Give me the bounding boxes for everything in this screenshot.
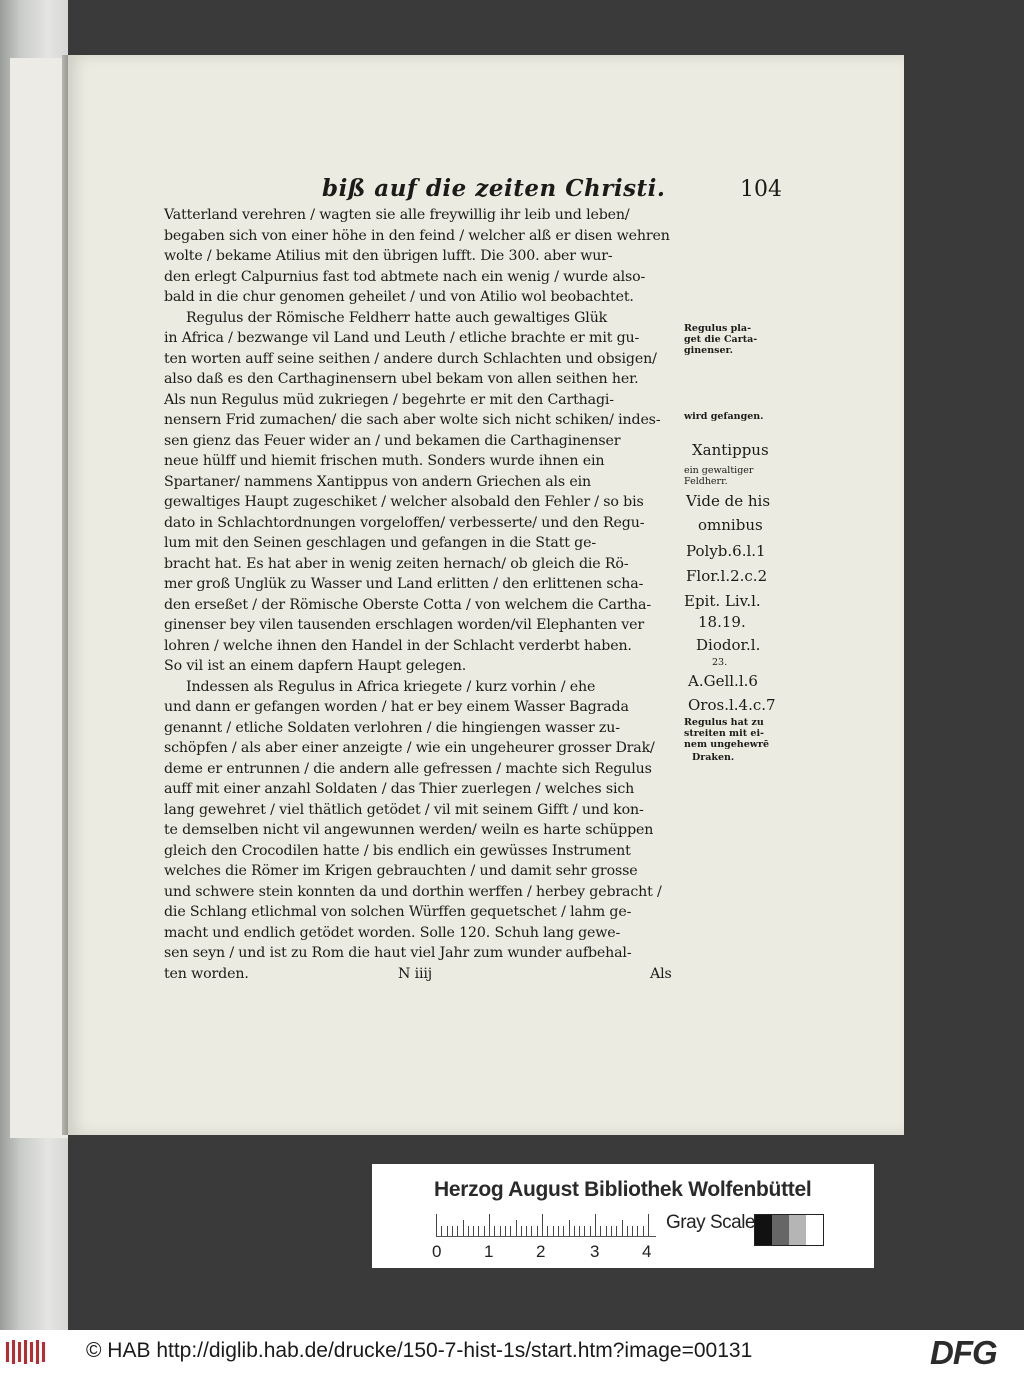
margin-note: 23. bbox=[712, 657, 728, 668]
text-line: den erlegt Calpurnius fast tod abtmete nach ein wenig / wurde also- bbox=[164, 268, 646, 285]
ruler-tick bbox=[510, 1226, 511, 1236]
text-line: also daß es den Carthaginensern ubel bekam von allen seithen her. bbox=[164, 371, 639, 387]
gray-swatch-dark bbox=[772, 1215, 789, 1245]
source-url[interactable]: © HAB http://diglib.hab.de/drucke/150-7-hist-1s/start.htm?image=00131 bbox=[86, 1339, 753, 1362]
footer-bar bbox=[0, 1330, 1024, 1373]
margin-note: wird gefangen. bbox=[684, 411, 764, 422]
dfg-logo: DFG bbox=[930, 1334, 997, 1371]
margin-note: Diodor.l. bbox=[696, 636, 761, 654]
margin-note: Regulus pla- bbox=[684, 323, 752, 334]
ruler-tick bbox=[537, 1226, 538, 1236]
text-line: und dann er gefangen worden / hat er bey einem Wasser Bagrada bbox=[164, 699, 629, 715]
text-line: die Schlang etlichmal von solchen Würffen gequetschet / lahm ge- bbox=[164, 904, 632, 920]
margin-note: Draken. bbox=[692, 752, 735, 763]
ruler-tick bbox=[627, 1226, 628, 1236]
text-line: neue hülff und hiemit frischen muth. Sonders wurde ihnen ein bbox=[164, 453, 605, 469]
ruler-tick bbox=[643, 1226, 644, 1236]
text-line: ten worten auff seine seithen / andere durch Schlachten und obsigen/ bbox=[164, 350, 657, 367]
margin-note: Vide de his bbox=[686, 492, 771, 510]
ruler-tick bbox=[436, 1214, 437, 1236]
text-line: macht und endlich getödet worden. Solle 120. Schuh lang gewe- bbox=[164, 924, 621, 941]
text-line: sen gienz das Feuer wider an / und bekamen die Carthaginenser bbox=[164, 432, 621, 449]
text-line: gewaltiges Haupt zugeschiket / welcher alsobald den Fehler / so bis bbox=[164, 494, 644, 510]
text-line: welches die Römer im Krigen gebrauchten / und damit sehr grosse bbox=[164, 863, 638, 879]
ruler-tick bbox=[606, 1226, 607, 1236]
ruler-tick bbox=[441, 1226, 442, 1236]
ruler-tick bbox=[569, 1220, 570, 1236]
text-line: te demselben nicht vil angewunnen werden/ weiln es harte schüppen bbox=[164, 822, 654, 838]
text-line: lang gewehret / viel thätlich getödet / vil mit seinem Gifft / und kon- bbox=[164, 801, 644, 818]
book-page bbox=[68, 55, 904, 1135]
ruler-tick bbox=[547, 1226, 548, 1236]
ruler-tick bbox=[494, 1226, 495, 1236]
text-line: auff mit einer anzahl Soldaten / das Thier zuerlegen / welches sich bbox=[164, 781, 635, 797]
ruler-tick bbox=[584, 1226, 585, 1236]
ruler-tick bbox=[500, 1226, 501, 1236]
ruler-number: 1 bbox=[484, 1242, 494, 1261]
margin-note: ginenser. bbox=[684, 345, 733, 356]
gray-scale-swatch bbox=[754, 1214, 824, 1246]
text-line: sen seyn / und ist zu Rom die haut viel Jahr zum wunder aufbehal- bbox=[164, 945, 632, 961]
ruler-tick bbox=[558, 1226, 559, 1236]
gray-scale-label: Gray Scale bbox=[666, 1212, 755, 1233]
text-line: Regulus der Römische Feldherr hatte auch gewaltiges Glük bbox=[186, 309, 608, 326]
hab-logo-icon bbox=[4, 1338, 46, 1366]
ruler-tick bbox=[553, 1226, 554, 1236]
gray-swatch-black bbox=[755, 1215, 772, 1245]
ruler-number: 2 bbox=[536, 1242, 546, 1261]
ruler-tick bbox=[473, 1226, 474, 1236]
ruler-tick bbox=[563, 1226, 564, 1236]
margin-note: nem ungehewrē bbox=[684, 739, 769, 750]
ruler-tick bbox=[457, 1226, 458, 1236]
previous-page-edge bbox=[0, 0, 68, 1330]
ruler-tick bbox=[632, 1226, 633, 1236]
text-line: genannt / etliche Soldaten verlohren / die hingiengen wasser zu- bbox=[164, 719, 620, 736]
text-line: Spartaner/ nammens Xantippus von andern Griechen als ein bbox=[164, 473, 592, 490]
ruler-tick bbox=[622, 1220, 623, 1236]
ruler-tick bbox=[484, 1226, 485, 1236]
ruler-tick bbox=[616, 1226, 617, 1236]
ruler-tick bbox=[447, 1226, 448, 1236]
text-line: So vil ist an einem dapfern Haupt gelegen. bbox=[164, 658, 467, 674]
margin-note: A.Gell.l.6 bbox=[688, 672, 758, 690]
text-line: Indessen als Regulus in Africa kriegete / kurz vorhin / ehe bbox=[186, 678, 596, 695]
ruler-tick bbox=[579, 1226, 580, 1236]
centimeter-ruler bbox=[436, 1212, 656, 1236]
margin-note: Feldherr. bbox=[684, 476, 728, 487]
signature-mark: N iiij bbox=[398, 965, 433, 982]
text-line: in Africa / bezwange vil Land und Leuth / etliche brachte er mit gu- bbox=[164, 330, 640, 346]
text-line: ginenser bey vilen tausenden erschlagen worden/vil Elephanten ver bbox=[164, 617, 645, 633]
ruler-tick bbox=[521, 1226, 522, 1236]
margin-note: Polyb.6.l.1 bbox=[686, 542, 766, 560]
ruler-tick bbox=[590, 1226, 591, 1236]
margin-note: 18.19. bbox=[698, 613, 746, 631]
page-number: 104 bbox=[740, 177, 782, 202]
margin-note: Oros.l.4.c.7 bbox=[688, 696, 776, 714]
text-line: wolte / bekame Atilius mit den übrigen lufft. Die 300. aber wur- bbox=[164, 248, 613, 264]
text-line: schöpfen / als aber einer anzeigte / wie ein ungeheurer grosser Drak/ bbox=[164, 740, 655, 756]
ruler-tick bbox=[452, 1226, 453, 1236]
text-line: lum mit den Seinen geschlagen und gefangen in die Statt ge- bbox=[164, 535, 597, 551]
text-line: den erseßet / der Römische Oberste Cotta / von welchem die Cartha- bbox=[164, 596, 651, 613]
ruler-tick bbox=[648, 1214, 649, 1236]
ruler-tick bbox=[574, 1226, 575, 1236]
ruler-tick bbox=[611, 1226, 612, 1236]
last-line bbox=[164, 964, 684, 985]
ruler-tick bbox=[595, 1214, 596, 1236]
running-head: biß auf die zeiten Christi. bbox=[322, 175, 666, 202]
ruler-number: 3 bbox=[590, 1242, 600, 1261]
ruler-tick bbox=[516, 1220, 517, 1236]
ruler-tick bbox=[505, 1226, 506, 1236]
margin-note: ein gewaltiger bbox=[684, 465, 754, 476]
ruler-number: 0 bbox=[432, 1242, 442, 1261]
text-line: lohren / welche ihnen den Handel in der Schlacht verderbt haben. bbox=[164, 637, 632, 654]
text-line: bracht hat. Es hat aber in wenig zeiten hernach/ ob gleich die Rö- bbox=[164, 555, 629, 572]
text-line: deme er entrunnen / die andern alle gefressen / machte sich Regulus bbox=[164, 760, 652, 777]
text-line: gleich den Crocodilen hatte / bis endlich ein gewüsses Instrument bbox=[164, 842, 631, 859]
text-line: ten worden. bbox=[164, 965, 249, 982]
body-text bbox=[164, 205, 684, 984]
ruler-tick bbox=[526, 1226, 527, 1236]
library-name: Herzog August Bibliothek Wolfenbüttel bbox=[434, 1178, 812, 1201]
text-line: mer groß Unglük zu Wasser und Land erlitten / den erlittenen scha- bbox=[164, 576, 644, 592]
gray-swatch-white bbox=[806, 1215, 823, 1245]
ruler-tick bbox=[637, 1226, 638, 1236]
text-line: nensern Frid zumachen/ die sach aber wolte sich nicht schiken/ indes- bbox=[164, 412, 661, 428]
text-line: dato in Schlachtordnungen vorgeloffen/ verbesserte/ und den Regu- bbox=[164, 514, 645, 531]
scale-card bbox=[372, 1164, 874, 1268]
previous-page-leaf bbox=[10, 58, 68, 1138]
margin-note: Xantippus bbox=[692, 441, 769, 459]
ruler-number: 4 bbox=[642, 1242, 652, 1261]
margin-note: omnibus bbox=[698, 516, 763, 534]
text-line: begaben sich von einer höhe in den feind / welcher alß er disen wehren bbox=[164, 227, 670, 244]
ruler-tick bbox=[463, 1220, 464, 1236]
catchword: Als bbox=[650, 965, 672, 982]
text-line: bald in die chur genomen geheilet / und von Atilio wol beobachtet. bbox=[164, 289, 634, 305]
margin-note: Regulus hat zu bbox=[684, 717, 764, 728]
margin-note: get die Carta- bbox=[684, 334, 758, 345]
ruler-tick bbox=[542, 1214, 543, 1236]
ruler-baseline bbox=[436, 1236, 656, 1237]
ruler-tick bbox=[531, 1226, 532, 1236]
ruler-tick bbox=[478, 1226, 479, 1236]
ruler-tick bbox=[468, 1226, 469, 1236]
text-line: Vatterland verehren / wagten sie alle freywillig ihr leib und leben/ bbox=[164, 207, 630, 223]
margin-note: streiten mit ei- bbox=[684, 728, 764, 739]
gray-swatch-light bbox=[789, 1215, 806, 1245]
text-line: und schwere stein konnten da und dorthin werffen / herbey gebracht / bbox=[164, 883, 662, 900]
ruler-tick bbox=[489, 1214, 490, 1236]
ruler-tick bbox=[600, 1226, 601, 1236]
margin-note: Epit. Liv.l. bbox=[684, 592, 761, 610]
text-line: Als nun Regulus müd zukriegen / begehrte er mit den Carthagi- bbox=[164, 391, 614, 408]
margin-note: Flor.l.2.c.2 bbox=[686, 567, 768, 585]
